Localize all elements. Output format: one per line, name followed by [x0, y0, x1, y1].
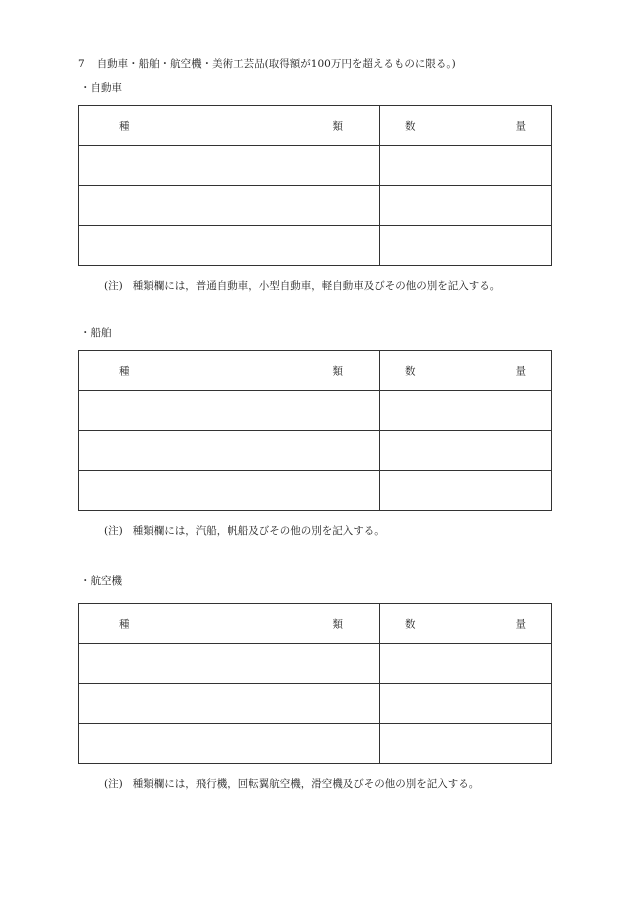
kind-cell[interactable] — [79, 431, 380, 471]
quantity-cell[interactable] — [380, 431, 552, 471]
kind-cell[interactable] — [79, 471, 380, 511]
quantity-header — [380, 604, 552, 644]
automobile-subheading: ・自動車 — [80, 82, 122, 94]
table-row — [79, 391, 552, 431]
note-tag: (注) — [104, 280, 123, 292]
quantity-header-left: 数 — [405, 618, 416, 630]
table-row — [79, 226, 552, 266]
section-heading-text: 自動車・船舶・航空機・美術工芸品(取得額が100万円を超えるものに限る。) — [96, 58, 456, 70]
kind-cell[interactable] — [79, 644, 380, 684]
note-text: 種類欄には，普通自動車，小型自動車，軽自動車及びその他の別を記入する。 — [132, 280, 501, 292]
table-header-row — [79, 106, 552, 146]
table-header-row — [79, 604, 552, 644]
kind-header-left: 種 — [119, 365, 130, 377]
ship-table — [78, 350, 552, 511]
ship-note — [104, 523, 385, 538]
ship-subheading: ・船舶 — [80, 327, 112, 339]
note-tag: (注) — [104, 525, 123, 537]
quantity-cell[interactable] — [380, 146, 552, 186]
table-row — [79, 146, 552, 186]
kind-header — [79, 106, 380, 146]
quantity-cell[interactable] — [380, 684, 552, 724]
quantity-header — [380, 351, 552, 391]
aircraft-table — [78, 603, 552, 764]
kind-header — [79, 604, 380, 644]
table-row — [79, 471, 552, 511]
quantity-cell[interactable] — [380, 471, 552, 511]
quantity-cell[interactable] — [380, 724, 552, 764]
quantity-header-left: 数 — [405, 120, 416, 132]
quantity-header — [380, 106, 552, 146]
automobile-note — [104, 278, 500, 293]
quantity-cell[interactable] — [380, 644, 552, 684]
automobile-table — [78, 105, 552, 266]
kind-cell[interactable] — [79, 724, 380, 764]
table-row — [79, 431, 552, 471]
table-header-row — [79, 351, 552, 391]
quantity-cell[interactable] — [380, 226, 552, 266]
table-row — [79, 724, 552, 764]
note-tag: (注) — [104, 778, 123, 790]
table-row — [79, 684, 552, 724]
quantity-header-right: 量 — [515, 120, 526, 132]
section-heading — [78, 56, 456, 71]
kind-cell[interactable] — [79, 146, 380, 186]
kind-header — [79, 351, 380, 391]
kind-header-right: 類 — [332, 365, 343, 377]
section-number: 7 — [78, 58, 85, 70]
note-text: 種類欄には，汽船，帆船及びその他の別を記入する。 — [132, 525, 385, 537]
kind-cell[interactable] — [79, 226, 380, 266]
kind-cell[interactable] — [79, 684, 380, 724]
quantity-header-left: 数 — [405, 365, 416, 377]
quantity-cell[interactable] — [380, 391, 552, 431]
note-text: 種類欄には，飛行機，回転翼航空機，滑空機及びその他の別を記入する。 — [132, 778, 480, 790]
kind-cell[interactable] — [79, 186, 380, 226]
kind-header-right: 類 — [332, 120, 343, 132]
table-row — [79, 644, 552, 684]
quantity-header-right: 量 — [515, 618, 526, 630]
quantity-header-right: 量 — [515, 365, 526, 377]
kind-header-left: 種 — [119, 618, 130, 630]
kind-header-right: 類 — [332, 618, 343, 630]
aircraft-note — [104, 776, 479, 791]
aircraft-subheading: ・航空機 — [80, 575, 122, 587]
quantity-cell[interactable] — [380, 186, 552, 226]
table-row — [79, 186, 552, 226]
kind-header-left: 種 — [119, 120, 130, 132]
kind-cell[interactable] — [79, 391, 380, 431]
